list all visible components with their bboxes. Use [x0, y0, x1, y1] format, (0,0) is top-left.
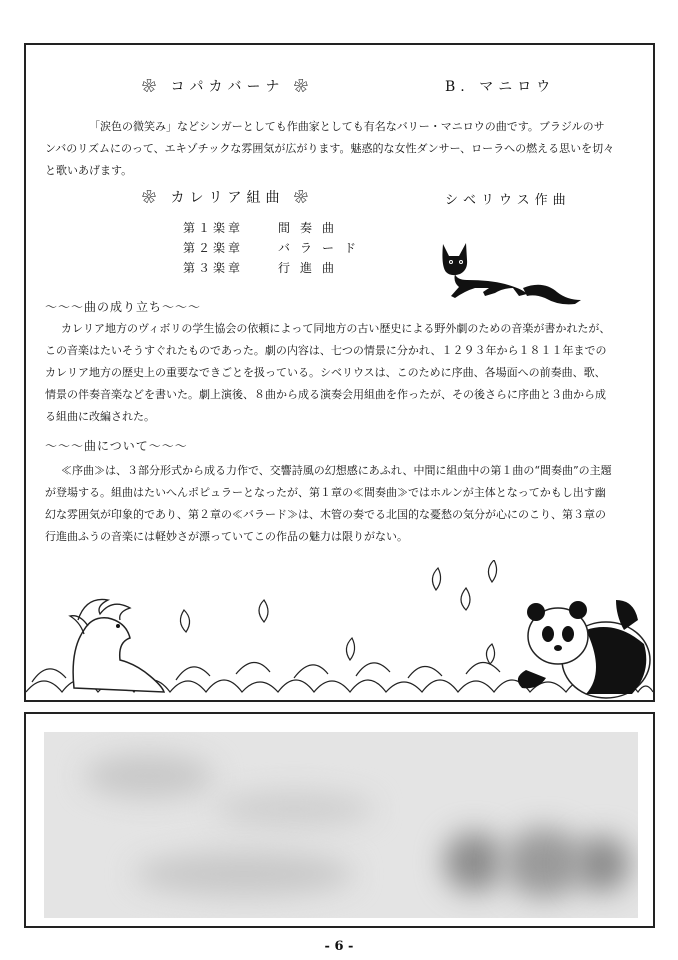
movement-name: 間奏曲 [278, 221, 345, 235]
copacabana-composer: B. マニロウ [445, 79, 556, 95]
decorative-illustration [26, 560, 653, 700]
copacabana-description-text: 「涙色の微笑み」などシンガーとしても作曲家としても有名なバリー・マニロウの曲です。ブラジルのサンバのリズムにのって、エキゾチックな雰囲気が広がります。魅惑的な女性ダンサー、ローラへの燃える思いを切々と歌いあげます。 [45, 120, 615, 177]
blurred-shape [134, 852, 354, 896]
movement-row [183, 258, 366, 278]
about-section [45, 460, 615, 548]
blurred-shape [444, 832, 504, 892]
blurred-content-area [44, 732, 638, 918]
movement-number: 第３楽章 [183, 261, 244, 275]
movement-row [183, 218, 366, 238]
about-heading: ～～～曲について～～～ [45, 439, 188, 453]
movement-number: 第２楽章 [183, 241, 244, 255]
cat-illustration [435, 236, 585, 308]
origin-heading: ～～～曲の成り立ち～～～ [45, 300, 202, 314]
movement-name: 行進曲 [278, 261, 345, 275]
movement-number: 第１楽章 [183, 221, 244, 235]
blurred-shape [84, 754, 214, 798]
karelia-title: ❀ カレリア組曲 ❀ [142, 190, 313, 206]
copacabana-description [45, 116, 615, 182]
blurred-shape [214, 792, 374, 826]
bird-illustration [70, 599, 164, 692]
movement-row [183, 238, 366, 258]
blurred-shape [504, 828, 584, 898]
origin-section [45, 318, 615, 428]
movement-name: バラード [278, 241, 367, 255]
blurred-shape [574, 836, 630, 892]
movement-list [183, 218, 366, 278]
copacabana-title: ❀ コパカバーナ ❀ [142, 79, 313, 95]
panda-illustration [518, 600, 650, 698]
karelia-composer: シベリウス作曲 [445, 193, 571, 208]
page-number: - 6 - [324, 939, 354, 954]
about-text: ≪序曲≫は、３部分形式から成る力作で、交響詩風の幻想感にあふれ、中間に組曲中の第１曲の“間奏曲”の主題が登場する。組曲はたいへんポピュラーとなったが、第１章の≪間奏曲≫ではホルンが主体となってかもし出す幽幻な雰囲気が印象的であり、第２章の≪バラード≫は、木管の奏でる北国的な憂愁の気分が心にのこり、第３章の行進曲ふうの音楽には軽妙さが漂っていてこの作品の魅力は限りがない。 [45, 464, 612, 543]
origin-text: カレリア地方のヴィボリの学生協会の依頼によって同地方の古い歴史による野外劇のための音楽が書かれたが、この音楽はたいそうすぐれたものであった。劇の内容は、七つの情景に分かれ、１２９３年から１８１１年までのカレリア地方の歴史上の重要なできごとを扱っている。シベリウスは、このために序曲、各場面への前奏曲、歌、情景の伴奏音楽などを書いた。劇上演後、８曲から成る演奏会用組曲を作ったが、その後さらに序曲と３曲から成る組曲に改編された。 [45, 322, 611, 423]
